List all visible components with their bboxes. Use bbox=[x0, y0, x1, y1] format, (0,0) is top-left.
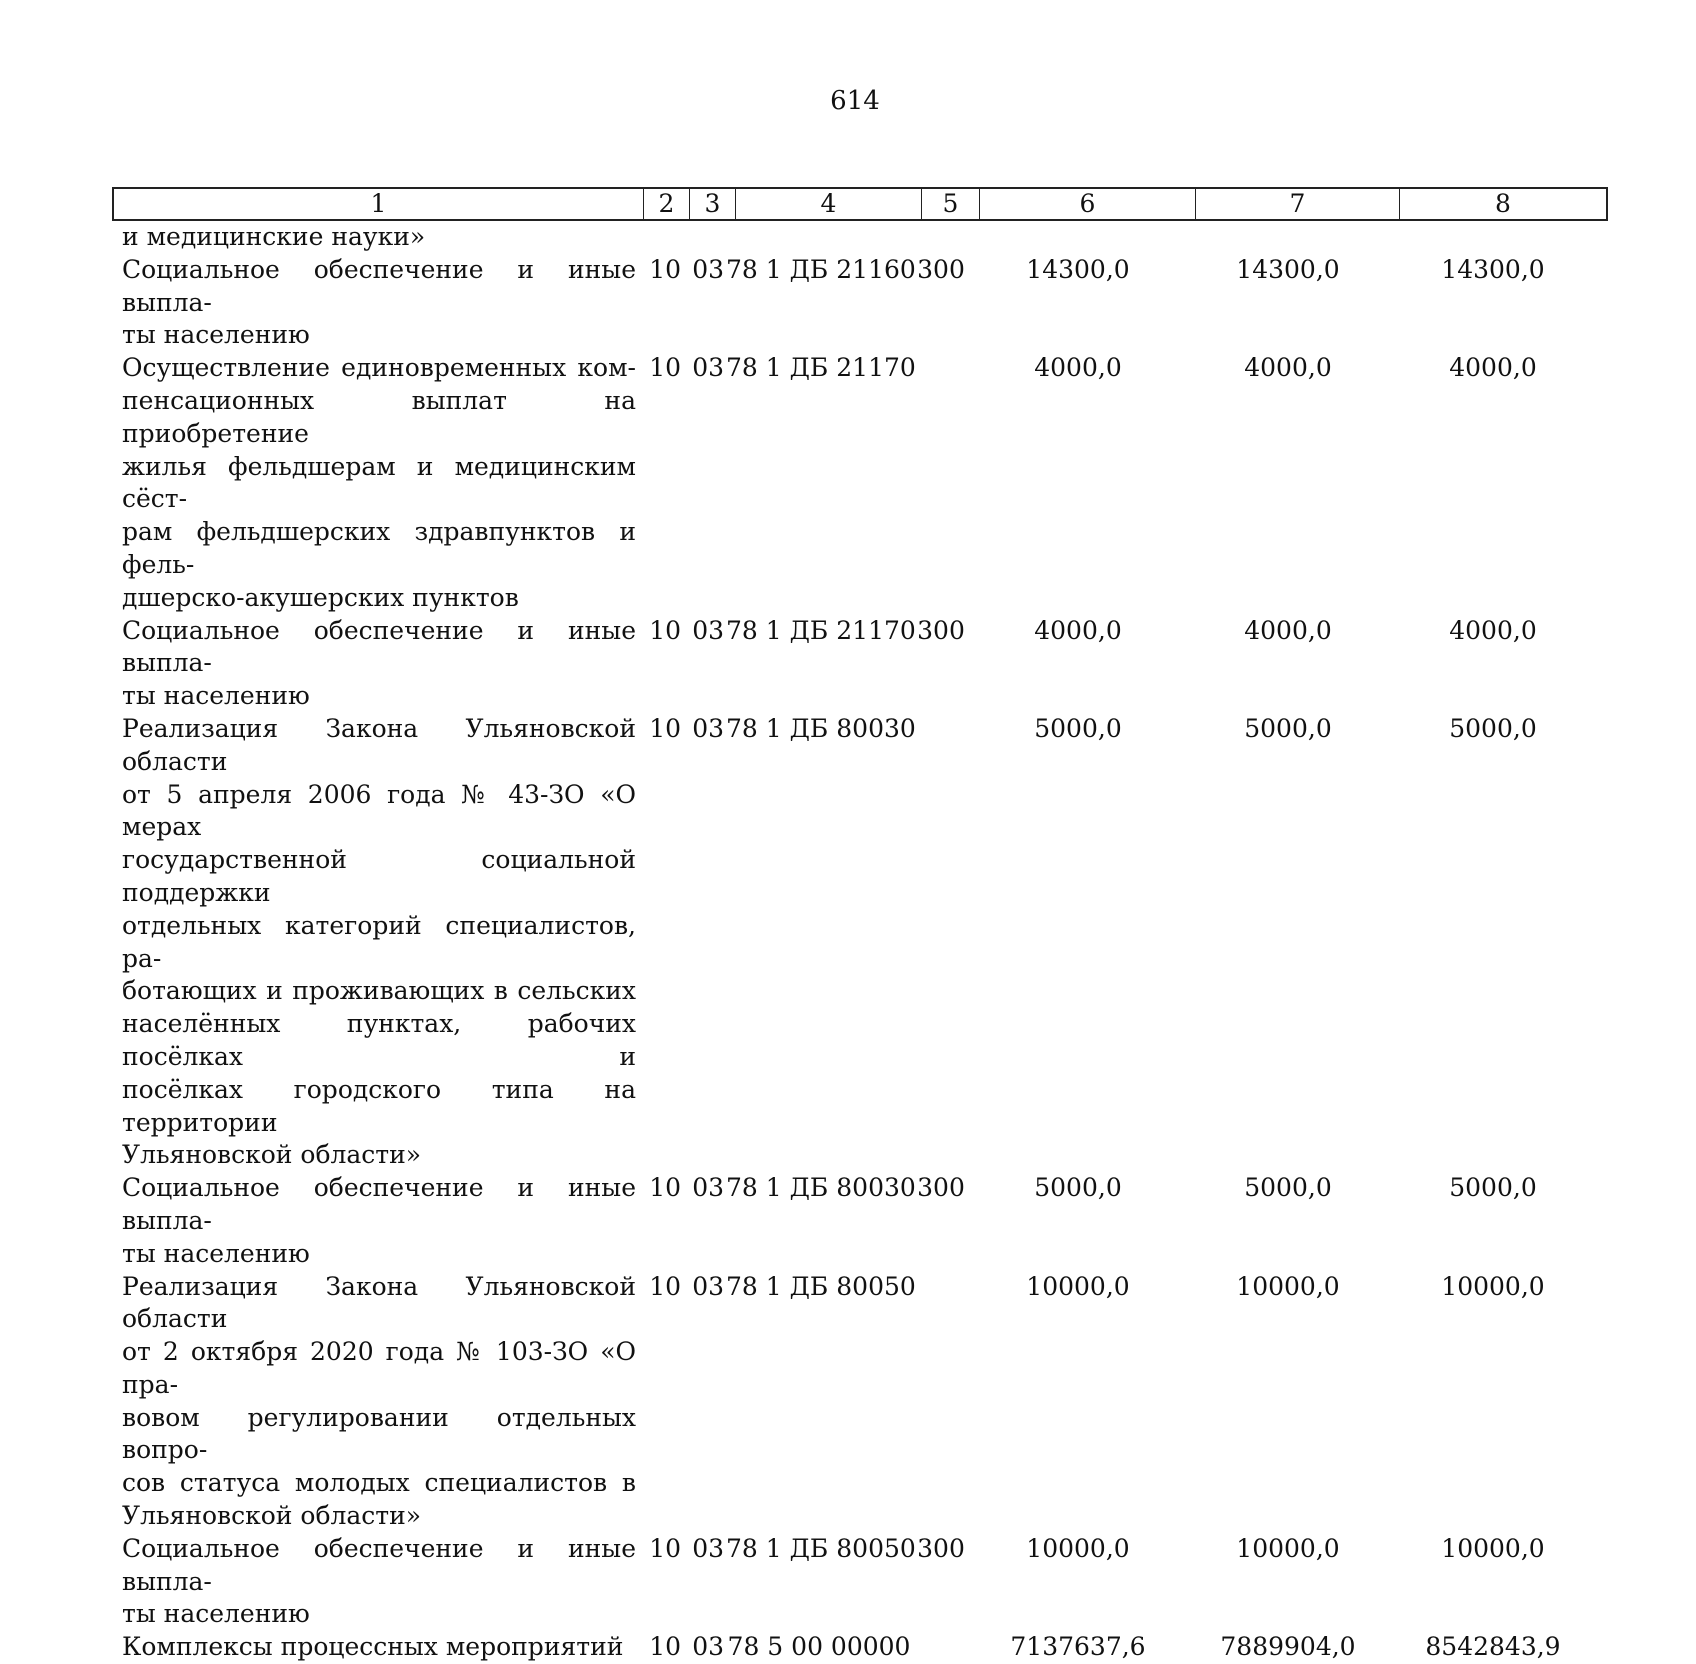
row-name-line: Реализация Закона Ульяновской области bbox=[122, 713, 636, 776]
cell-c2: 10 bbox=[649, 615, 681, 645]
cell-c6: 4000,0 bbox=[1034, 615, 1122, 645]
cell-c2: 10 bbox=[649, 1632, 681, 1662]
cell-c3: 03 bbox=[692, 615, 724, 645]
cell-c7: 4000,0 bbox=[1244, 353, 1332, 383]
table-header bbox=[112, 187, 1608, 221]
row-name-line: Реализация Закона Ульяновской области bbox=[122, 1271, 636, 1334]
row-name-line: Социальное обеспечение и иные выпла- bbox=[122, 1533, 636, 1596]
cell-c7: 10000,0 bbox=[1236, 1533, 1340, 1563]
row-name-line: отдельных категорий специалистов, ра- bbox=[122, 910, 636, 973]
cell-c4: 78 1 ДБ 80030 bbox=[726, 1173, 916, 1203]
cell-c5: 300 bbox=[917, 615, 965, 645]
header-col-7: 7 bbox=[1196, 189, 1400, 219]
row-name-line: посёлках городского типа на территории bbox=[122, 1074, 636, 1137]
cell-c4: 78 1 ДБ 21170 bbox=[726, 615, 916, 645]
row-name bbox=[112, 1271, 636, 1533]
cell-c3: 03 bbox=[692, 353, 724, 383]
cell-c7: 5000,0 bbox=[1244, 713, 1332, 743]
cell-c6: 5000,0 bbox=[1034, 1173, 1122, 1203]
cell-c6: 7137637,6 bbox=[1010, 1632, 1146, 1662]
cell-c8: 4000,0 bbox=[1449, 615, 1537, 645]
cell-c7: 7889904,0 bbox=[1220, 1632, 1356, 1662]
row-name bbox=[112, 352, 636, 614]
row-name-line: Осуществление единовременных ком- bbox=[122, 353, 636, 383]
cell-c3: 03 bbox=[692, 1632, 724, 1662]
cell-c3: 03 bbox=[692, 713, 724, 743]
row-name-line: и медицинские науки» bbox=[122, 222, 426, 251]
row-name-line: ботающих и проживающих в сельских bbox=[122, 976, 636, 1006]
row-name-line: от 2 октября 2020 года № 103-ЗО «О пра- bbox=[122, 1337, 636, 1399]
header-col-5: 5 bbox=[922, 189, 980, 219]
row-name-line: Социальное обеспечение и иные выпла- bbox=[122, 254, 636, 317]
cell-c8: 10000,0 bbox=[1441, 1533, 1545, 1563]
cell-c5: 300 bbox=[917, 1533, 965, 1563]
cell-c8: 5000,0 bbox=[1449, 713, 1537, 743]
header-col-1: 1 bbox=[114, 189, 644, 219]
cell-c8: 5000,0 bbox=[1449, 1173, 1537, 1203]
cell-c4: 78 1 ДБ 21160 bbox=[726, 254, 916, 284]
row-name-line: пенсационных выплат на приобретение bbox=[122, 385, 636, 448]
row-name-line: Социальное обеспечение и иные выпла- bbox=[122, 615, 636, 678]
cell-c6: 5000,0 bbox=[1034, 713, 1122, 743]
table-row bbox=[112, 713, 1608, 1172]
table-row bbox=[112, 254, 1608, 352]
cell-c5: 300 bbox=[917, 1173, 965, 1203]
cell-c5: 300 bbox=[917, 254, 965, 284]
cell-c4: 78 5 00 00000 bbox=[727, 1632, 911, 1662]
row-name-line: Социальное обеспечение и иные выпла- bbox=[122, 1173, 636, 1235]
cell-c4: 78 1 ДБ 80050 bbox=[726, 1533, 916, 1563]
cell-c2: 10 bbox=[649, 1533, 681, 1563]
row-name-line: ты населению bbox=[122, 681, 310, 711]
row-name bbox=[112, 221, 636, 254]
cell-c8: 10000,0 bbox=[1441, 1271, 1545, 1301]
row-name-line: государственной социальной поддержки bbox=[122, 845, 636, 907]
table-row bbox=[112, 1271, 1608, 1533]
row-name bbox=[112, 1631, 636, 1664]
row-name-line: сов статуса молодых специалистов в bbox=[122, 1468, 636, 1498]
table-row bbox=[112, 1533, 1608, 1631]
row-name-line: жилья фельдшерам и медицинским сёст- bbox=[122, 451, 636, 514]
table-body bbox=[112, 221, 1608, 1664]
row-name-line: ты населению bbox=[122, 320, 310, 350]
row-name-line: ты населению bbox=[122, 1238, 310, 1268]
row-name-line: Комплексы процессных мероприятий bbox=[122, 1632, 624, 1662]
row-name bbox=[112, 1533, 636, 1631]
cell-c3: 03 bbox=[692, 1173, 724, 1203]
cell-c8: 8542843,9 bbox=[1425, 1632, 1561, 1662]
cell-c2: 10 bbox=[649, 713, 681, 743]
cell-c2: 10 bbox=[649, 254, 681, 284]
cell-c6: 14300,0 bbox=[1026, 254, 1130, 284]
header-col-6: 6 bbox=[980, 189, 1196, 219]
row-name-line: вовом регулировании отдельных вопро- bbox=[122, 1402, 636, 1465]
cell-c6: 4000,0 bbox=[1034, 353, 1122, 383]
cell-c3: 03 bbox=[692, 254, 724, 284]
cell-c2: 10 bbox=[649, 1173, 681, 1203]
cell-c4: 78 1 ДБ 80030 bbox=[726, 713, 916, 743]
cell-c6: 10000,0 bbox=[1026, 1271, 1130, 1301]
row-name-line: населённых пунктах, рабочих посёлках и bbox=[122, 1009, 636, 1071]
cell-c7: 10000,0 bbox=[1236, 1271, 1340, 1301]
cell-c6: 10000,0 bbox=[1026, 1533, 1130, 1563]
table-row bbox=[112, 1172, 1608, 1270]
row-name-line: рам фельдшерских здравпунктов и фель- bbox=[122, 517, 636, 579]
cell-c7: 4000,0 bbox=[1244, 615, 1332, 645]
header-col-4: 4 bbox=[736, 189, 922, 219]
header-col-2: 2 bbox=[644, 189, 690, 219]
row-name-line: ты населению bbox=[122, 1599, 310, 1629]
table-row bbox=[112, 352, 1608, 614]
page-number: 614 bbox=[830, 86, 880, 116]
header-col-8: 8 bbox=[1495, 189, 1511, 218]
row-name bbox=[112, 713, 636, 1172]
cell-c3: 03 bbox=[692, 1533, 724, 1563]
table-row bbox=[112, 1631, 1608, 1664]
row-name bbox=[112, 615, 636, 713]
row-name-line: Ульяновской области» bbox=[122, 1140, 422, 1170]
table-row bbox=[112, 221, 1608, 254]
cell-c7: 5000,0 bbox=[1244, 1173, 1332, 1203]
row-name-line: дшерско-акушерских пунктов bbox=[122, 582, 519, 612]
table-row bbox=[112, 615, 1608, 713]
cell-c4: 78 1 ДБ 21170 bbox=[726, 353, 916, 383]
row-name-line: Ульяновской области» bbox=[122, 1501, 422, 1531]
cell-c3: 03 bbox=[692, 1271, 724, 1301]
cell-c8: 4000,0 bbox=[1449, 353, 1537, 383]
cell-c2: 10 bbox=[649, 1271, 681, 1301]
row-name bbox=[112, 1172, 636, 1270]
cell-c7: 14300,0 bbox=[1236, 254, 1340, 284]
cell-c2: 10 bbox=[649, 353, 681, 383]
cell-c4: 78 1 ДБ 80050 bbox=[726, 1271, 916, 1301]
row-name bbox=[112, 254, 636, 352]
row-name-line: от 5 апреля 2006 года № 43-ЗО «О мерах bbox=[122, 779, 636, 842]
header-col-3: 3 bbox=[690, 189, 736, 219]
cell-c8: 14300,0 bbox=[1441, 254, 1545, 284]
